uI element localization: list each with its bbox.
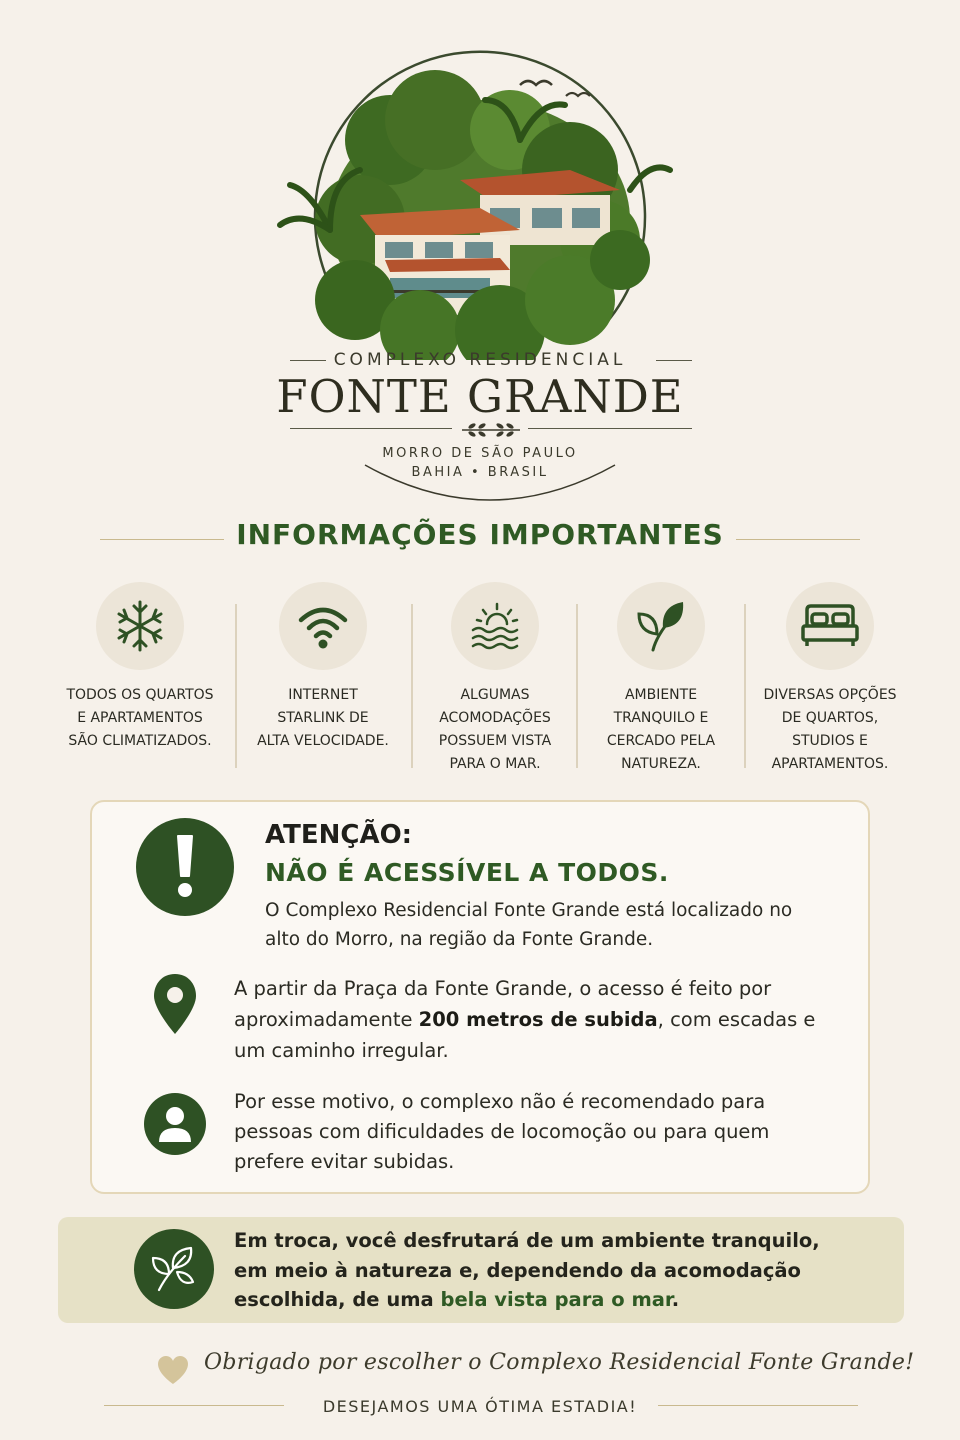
brand-rule-under-right: [528, 428, 692, 429]
brand-location-city: MORRO DE SÃO PAULO: [382, 446, 578, 461]
attention-subtitle: NÃO É ACESSÍVEL A TODOS.: [265, 858, 669, 887]
feature-text: DIVERSAS OPÇÕES DE QUARTOS, STUDIOS E APARTAMENTOS.: [763, 687, 897, 772]
footer-rule-right: [658, 1405, 858, 1406]
feature-divider: [576, 604, 578, 768]
farewell-message: DESEJAMOS UMA ÓTIMA ESTADIA!: [322, 1397, 638, 1416]
brand-name: FONTE GRANDE: [276, 370, 684, 423]
feature-text: AMBIENTE TRANQUILO E CERCADO PELA NATUREZA.: [606, 687, 716, 772]
feature-divider: [411, 604, 413, 768]
highlight-sea-view: bela vista para o mar: [440, 1288, 672, 1311]
feature-text: TODOS OS QUARTOS E APARTAMENTOS SÃO CLIMATIZADOS.: [66, 687, 214, 749]
feature-internet: [244, 582, 402, 753]
feature-text: INTERNET STARLINK DE ALTA VELOCIDADE.: [257, 687, 389, 749]
access-description: [234, 973, 834, 1066]
logo-illustration: [270, 30, 690, 360]
heart-icon: [157, 1355, 189, 1385]
highlight-text-start: Em troca, você desfrutará de um ambiente tranquilo, em meio à natureza e, dependendo da acomodação escolhida, de uma: [234, 1229, 820, 1311]
attention-description: O Complexo Residencial Fonte Grande está localizado no alto do Morro, na região da Fonte Grande.: [265, 900, 793, 950]
feature-climate: [52, 582, 228, 753]
feature-nature: [586, 582, 736, 776]
wifi-icon: [295, 598, 351, 654]
section-title: INFORMAÇÕES IMPORTANTES: [236, 518, 724, 551]
location-pin-icon: [152, 972, 198, 1036]
sun-sea-icon: [465, 596, 525, 656]
access-text-end: , com escadas e um caminho irregular.: [234, 1008, 816, 1062]
feature-divider: [744, 604, 746, 768]
feature-rooms: [752, 582, 908, 776]
nature-leaf-icon: [134, 1229, 214, 1309]
laurel-icon: [458, 421, 524, 439]
brand-rule-under-left: [290, 428, 452, 429]
brand-location-region: BAHIA • BRASIL: [411, 465, 549, 480]
thank-you-message: Obrigado por escolher o Complexo Residencial Fonte Grande!: [204, 1350, 915, 1375]
feature-divider: [235, 604, 237, 768]
section-rule-right: [736, 539, 860, 540]
highlight-text-end: .: [671, 1288, 680, 1311]
access-text-start: A partir da Praça da Fonte Grande, o acesso é feito por aproximadamente: [234, 977, 772, 1031]
feature-text: ALGUMAS ACOMODAÇÕES POSSUEM VISTA PARA O MAR.: [438, 687, 552, 772]
feature-sea-view: [420, 582, 570, 776]
brand-subtitle: COMPLEXO RESIDENCIAL: [333, 350, 627, 370]
leaf-icon: [633, 598, 689, 654]
brand-arc: [360, 455, 620, 505]
snowflake-icon: [112, 598, 168, 654]
highlight-text: [234, 1226, 854, 1315]
exclamation-icon: [136, 818, 234, 916]
reason-description: Por esse motivo, o complexo não é recomendado para pessoas com dificuldades de locomoção ou para quem prefere evitar subidas.: [234, 1090, 770, 1173]
attention-title: ATENÇÃO:: [265, 820, 413, 850]
bed-icon: [799, 598, 861, 654]
access-distance: 200 metros de subida: [418, 1008, 658, 1031]
person-icon: [144, 1093, 206, 1155]
